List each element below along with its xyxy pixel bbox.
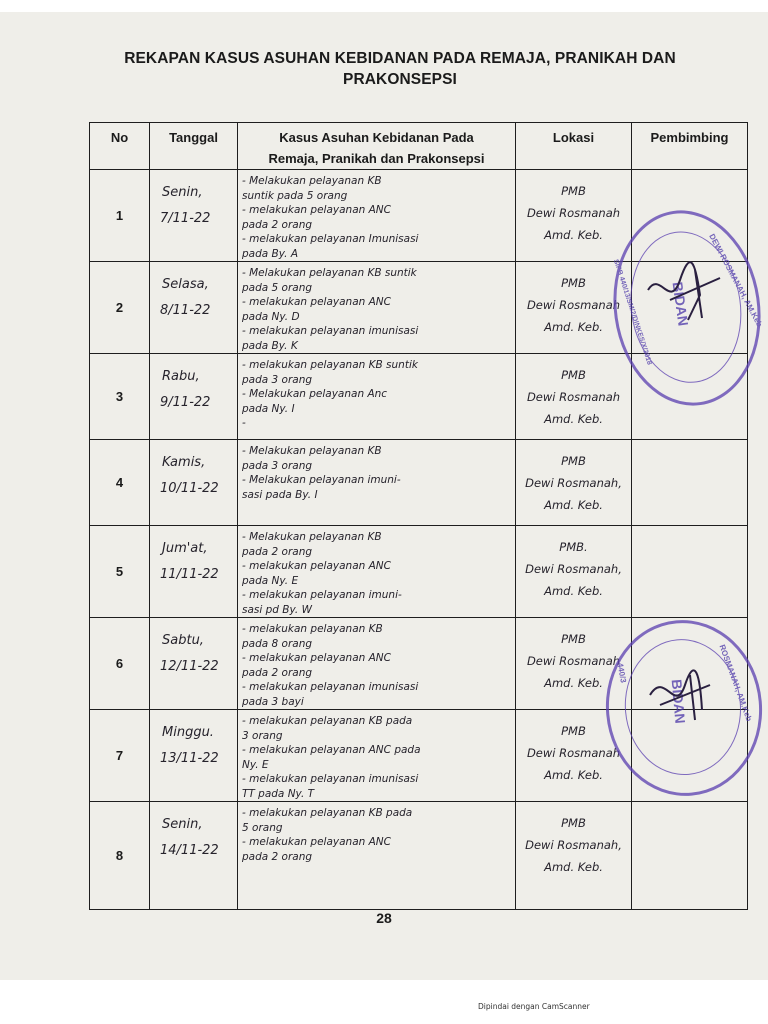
kasus-line: pada By. K — [242, 339, 298, 352]
day-text: Rabu, — [162, 369, 200, 384]
header-no: No — [90, 123, 150, 170]
row-number: 6 — [90, 618, 150, 710]
lokasi-line: Amd. Keb. — [544, 584, 603, 598]
day-text: Jum'at, — [162, 541, 208, 556]
row-number: 4 — [90, 440, 150, 526]
date-text: 7/11-22 — [160, 211, 211, 226]
lokasi-line: Dewi Rosmanah — [526, 390, 621, 404]
kasus-cell — [238, 710, 516, 802]
kasus-line: sasi pada By. I — [242, 488, 318, 501]
lokasi-line: Dewi Rosmanah, — [525, 562, 622, 576]
kasus-line: - melakukan pelayanan imuni- — [242, 589, 402, 601]
lokasi-line: PMB — [561, 184, 586, 198]
stamp-1-center-text: BIDAN — [669, 280, 692, 327]
lokasi-cell — [516, 354, 632, 440]
kasus-line: - melakukan pelayanan ANC — [242, 836, 391, 848]
table-row — [90, 802, 748, 910]
date-text: 8/11-22 — [160, 303, 211, 318]
kasus-cell — [238, 170, 516, 262]
lokasi-line: Dewi Rosmanah — [526, 746, 621, 760]
day-text: Selasa, — [162, 277, 209, 292]
kasus-line: - melakukan pelayanan ANC — [242, 560, 391, 572]
header-kasus — [238, 123, 516, 170]
pembimbing-cell — [632, 440, 748, 526]
header-kasus-line-1: Kasus Asuhan Kebidanan Pada — [279, 130, 474, 145]
kasus-line: - melakukan pelayanan KB suntik — [242, 359, 418, 371]
row-number: 2 — [90, 262, 150, 354]
kasus-line: - Melakukan pelayanan KB suntik — [242, 267, 417, 279]
day-text: Kamis, — [162, 455, 206, 470]
row-number: 7 — [90, 710, 150, 802]
kasus-line: pada 8 orang — [242, 637, 313, 650]
stamp-2-center-text: BIDAN — [668, 678, 689, 725]
tanggal-cell — [150, 440, 238, 526]
date-text: 14/11-22 — [160, 843, 219, 858]
lokasi-line: PMB — [561, 454, 586, 468]
kasus-line: pada 2 orang — [242, 218, 313, 231]
date-text: 12/11-22 — [160, 659, 219, 674]
kasus-line: pada 2 orang — [242, 545, 313, 558]
stamp-2-top-text: ROSMANAH, AM.Keb — [717, 643, 754, 723]
tanggal-cell — [150, 262, 238, 354]
kasus-line: 5 orang — [242, 821, 283, 834]
lokasi-line: PMB — [561, 368, 586, 382]
row-number: 5 — [90, 526, 150, 618]
kasus-line: - melakukan pelayanan ANC — [242, 652, 391, 664]
lokasi-line: Amd. Keb. — [544, 228, 603, 242]
kasus-line: Ny. E — [242, 758, 269, 771]
kasus-cell — [238, 526, 516, 618]
tanggal-cell — [150, 618, 238, 710]
date-text: 13/11-22 — [160, 751, 219, 766]
day-text: Senin, — [162, 185, 203, 200]
lokasi-line: PMB. — [559, 540, 588, 554]
kasus-line: 3 orang — [242, 729, 283, 742]
kasus-line: pada Ny. D — [242, 310, 300, 323]
lokasi-cell — [516, 170, 632, 262]
kasus-line: pada 3 orang — [242, 459, 313, 472]
lokasi-cell — [516, 526, 632, 618]
kasus-line: TT pada Ny. T — [242, 787, 315, 800]
kasus-line: pada Ny. I — [242, 402, 295, 415]
kasus-cell — [238, 354, 516, 440]
kasus-line: pada 3 bayi — [242, 695, 304, 708]
date-text: 9/11-22 — [160, 395, 211, 410]
kasus-line: - melakukan pelayanan ANC pada — [242, 744, 421, 756]
table-header-row — [90, 123, 748, 170]
row-number: 1 — [90, 170, 150, 262]
title-line-2: PRAKONSEPSI — [343, 71, 457, 88]
pembimbing-cell — [632, 802, 748, 910]
row-number: 3 — [90, 354, 150, 440]
kasus-cell — [238, 262, 516, 354]
kasus-cell — [238, 802, 516, 910]
pembimbing-cell — [632, 526, 748, 618]
lokasi-line: Dewi Rosmanah — [526, 206, 621, 220]
signature-1 — [640, 250, 730, 330]
lokasi-line: PMB — [561, 724, 586, 738]
tanggal-cell — [150, 170, 238, 262]
day-text: Sabtu, — [162, 633, 204, 648]
kasus-line: pada Ny. E — [242, 574, 299, 587]
lokasi-line: Amd. Keb. — [544, 412, 603, 426]
lokasi-line: Amd. Keb. — [544, 320, 603, 334]
title-line-1: REKAPAN KASUS ASUHAN KEBIDANAN PADA REMAJA, PRANIKAH DAN — [124, 50, 676, 67]
lokasi-line: PMB — [561, 816, 586, 830]
lokasi-line: Amd. Keb. — [544, 768, 603, 782]
kasus-line: pada By. A — [242, 247, 298, 260]
lokasi-line: Amd. Keb. — [544, 498, 603, 512]
kasus-line: - melakukan pelayanan imunisasi — [242, 681, 419, 693]
kasus-line: - Melakukan pelayanan KB — [242, 175, 382, 187]
page-number: 28 — [376, 910, 392, 926]
row-number: 8 — [90, 802, 150, 910]
stamp-1-top-text: DEWI ROSMANAH, AM.Keb — [707, 232, 765, 329]
kasus-line: - melakukan pelayanan KB pada — [242, 715, 413, 727]
table-row — [90, 526, 748, 618]
kasus-line: - Melakukan pelayanan KB — [242, 531, 382, 543]
lokasi-line: Dewi Rosmanah — [526, 298, 621, 312]
stamp-1-side-text: SIPB 440/13/SM/2/DINKES/X/2018 — [611, 258, 653, 366]
kasus-line: - Melakukan pelayanan Anc — [242, 388, 388, 400]
lokasi-line: Dewi Rosmanah, — [525, 476, 622, 490]
tanggal-cell — [150, 526, 238, 618]
table-row — [90, 440, 748, 526]
day-text: Minggu. — [162, 725, 214, 740]
kasus-line: - melakukan pelayanan Imunisasi — [242, 233, 419, 245]
header-kasus-line-2: Remaja, Pranikah dan Prakonsepsi — [268, 151, 485, 166]
header-lokasi: Lokasi — [516, 123, 632, 170]
lokasi-line: Amd. Keb. — [544, 860, 603, 874]
kasus-line: - melakukan pelayanan KB pada — [242, 807, 413, 819]
kasus-line: pada 2 orang — [242, 666, 313, 679]
tanggal-cell — [150, 802, 238, 910]
date-text: 11/11-22 — [160, 567, 219, 582]
kasus-line: - melakukan pelayanan imunisasi — [242, 773, 419, 785]
document-title — [60, 48, 740, 90]
lokasi-cell — [516, 440, 632, 526]
kasus-line: suntik pada 5 orang — [242, 189, 348, 202]
lokasi-line: Dewi Rosmanah, — [525, 838, 622, 852]
kasus-line: pada 2 orang — [242, 850, 313, 863]
kasus-line: - melakukan pelayanan imunisasi — [242, 325, 419, 337]
header-pembimbing: Pembimbing — [632, 123, 748, 170]
kasus-line: - melakukan pelayanan ANC — [242, 204, 391, 216]
lokasi-line: Dewi Rosmanah — [526, 654, 621, 668]
stamp-2-side-text: 440/3 — [615, 662, 628, 684]
kasus-line: - melakukan pelayanan ANC — [242, 296, 391, 308]
kasus-cell — [238, 618, 516, 710]
tanggal-cell — [150, 710, 238, 802]
kasus-line: - melakukan pelayanan KB — [242, 623, 383, 635]
lokasi-line: PMB — [561, 632, 586, 646]
lokasi-cell — [516, 802, 632, 910]
lokasi-line: Amd. Keb. — [544, 676, 603, 690]
lokasi-line: PMB — [561, 276, 586, 290]
kasus-line: pada 3 orang — [242, 373, 313, 386]
day-text: Senin, — [162, 817, 203, 832]
scanner-watermark: Dipindai dengan CamScanner — [478, 1002, 590, 1011]
date-text: 10/11-22 — [160, 481, 219, 496]
kasus-line: - — [242, 417, 246, 429]
kasus-line: - Melakukan pelayanan KB — [242, 445, 382, 457]
kasus-line: pada 5 orang — [242, 281, 313, 294]
tanggal-cell — [150, 354, 238, 440]
kasus-cell — [238, 440, 516, 526]
signature-2 — [640, 660, 720, 730]
kasus-line: - Melakukan pelayanan imuni- — [242, 474, 401, 486]
kasus-line: sasi pd By. W — [242, 603, 312, 616]
header-tanggal: Tanggal — [150, 123, 238, 170]
